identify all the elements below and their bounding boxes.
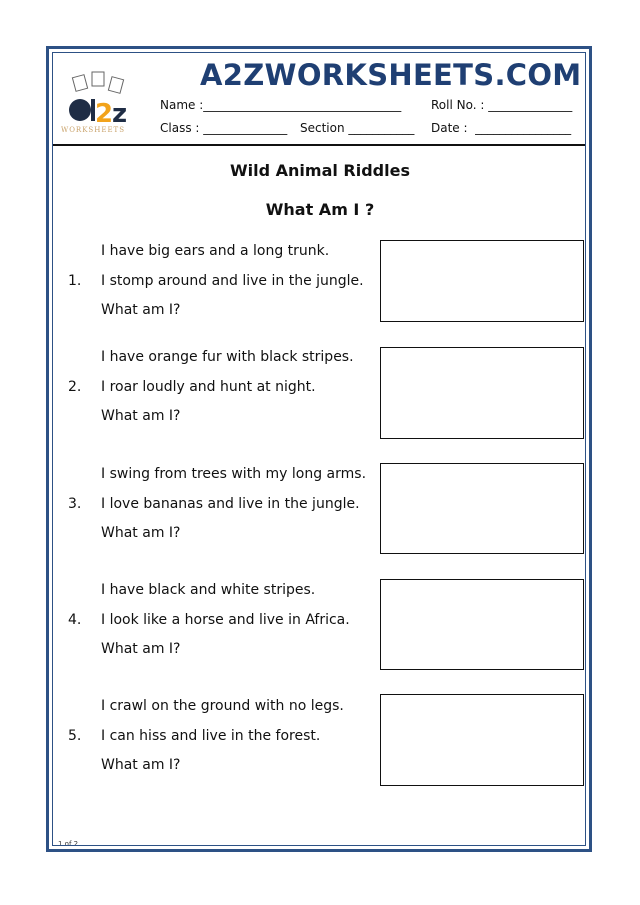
answer-box[interactable] — [380, 463, 584, 554]
site-title: A2ZWORKSHEETS.COM — [200, 58, 582, 92]
svg-text:2: 2 — [95, 99, 114, 129]
header-divider — [53, 144, 585, 146]
riddle-number: 2. — [68, 379, 82, 395]
riddle-line: What am I? — [101, 641, 181, 657]
riddle-line: I swing from trees with my long arms. — [101, 466, 367, 482]
page-number: 1 of 2 — [58, 840, 79, 845]
class-field[interactable]: Class : ______________ — [160, 121, 288, 135]
name-label: Name : — [160, 98, 204, 112]
riddle-line: I crawl on the ground with no legs. — [101, 698, 344, 714]
roll-label: Roll No. : — [431, 98, 485, 112]
a2z-logo — [60, 70, 142, 134]
date-label: Date : — [431, 121, 468, 135]
answer-box[interactable] — [380, 347, 584, 439]
riddle-number: 5. — [68, 728, 82, 744]
svg-text:WORKSHEETS: WORKSHEETS — [61, 126, 126, 134]
riddle-line: What am I? — [101, 757, 181, 773]
class-label: Class : — [160, 121, 200, 135]
roll-field[interactable]: Roll No. : ______________ — [431, 98, 573, 112]
riddle-line: What am I? — [101, 525, 181, 541]
riddle-number: 1. — [68, 273, 82, 289]
riddle-line: What am I? — [101, 302, 181, 318]
worksheet-subtitle: What Am I ? — [265, 200, 375, 219]
section-label: Section — [300, 121, 345, 135]
section-field[interactable]: Section ___________ — [300, 121, 415, 135]
riddle-number: 4. — [68, 612, 82, 628]
riddle-line: I can hiss and live in the forest. — [101, 727, 321, 744]
svg-text:z: z — [112, 99, 128, 129]
riddle-number: 3. — [68, 496, 82, 512]
name-field[interactable]: Name :_________________________________ — [160, 98, 402, 112]
riddle-line: I look like a horse and live in Africa. — [101, 611, 350, 628]
riddle-line: I have black and white stripes. — [101, 582, 316, 598]
answer-box[interactable] — [380, 240, 584, 322]
answer-box[interactable] — [380, 579, 584, 670]
riddle-line: I have big ears and a long trunk. — [101, 243, 330, 259]
riddle-line: I roar loudly and hunt at night. — [101, 378, 316, 395]
riddle-line: I love bananas and live in the jungle. — [101, 495, 360, 512]
answer-box[interactable] — [380, 694, 584, 786]
riddle-line: I have orange fur with black stripes. — [101, 349, 354, 365]
riddle-line: What am I? — [101, 408, 181, 424]
riddle-line: I stomp around and live in the jungle. — [101, 272, 364, 289]
date-field[interactable]: Date : ________________ — [431, 121, 572, 135]
worksheet-title: Wild Animal Riddles — [230, 161, 410, 180]
